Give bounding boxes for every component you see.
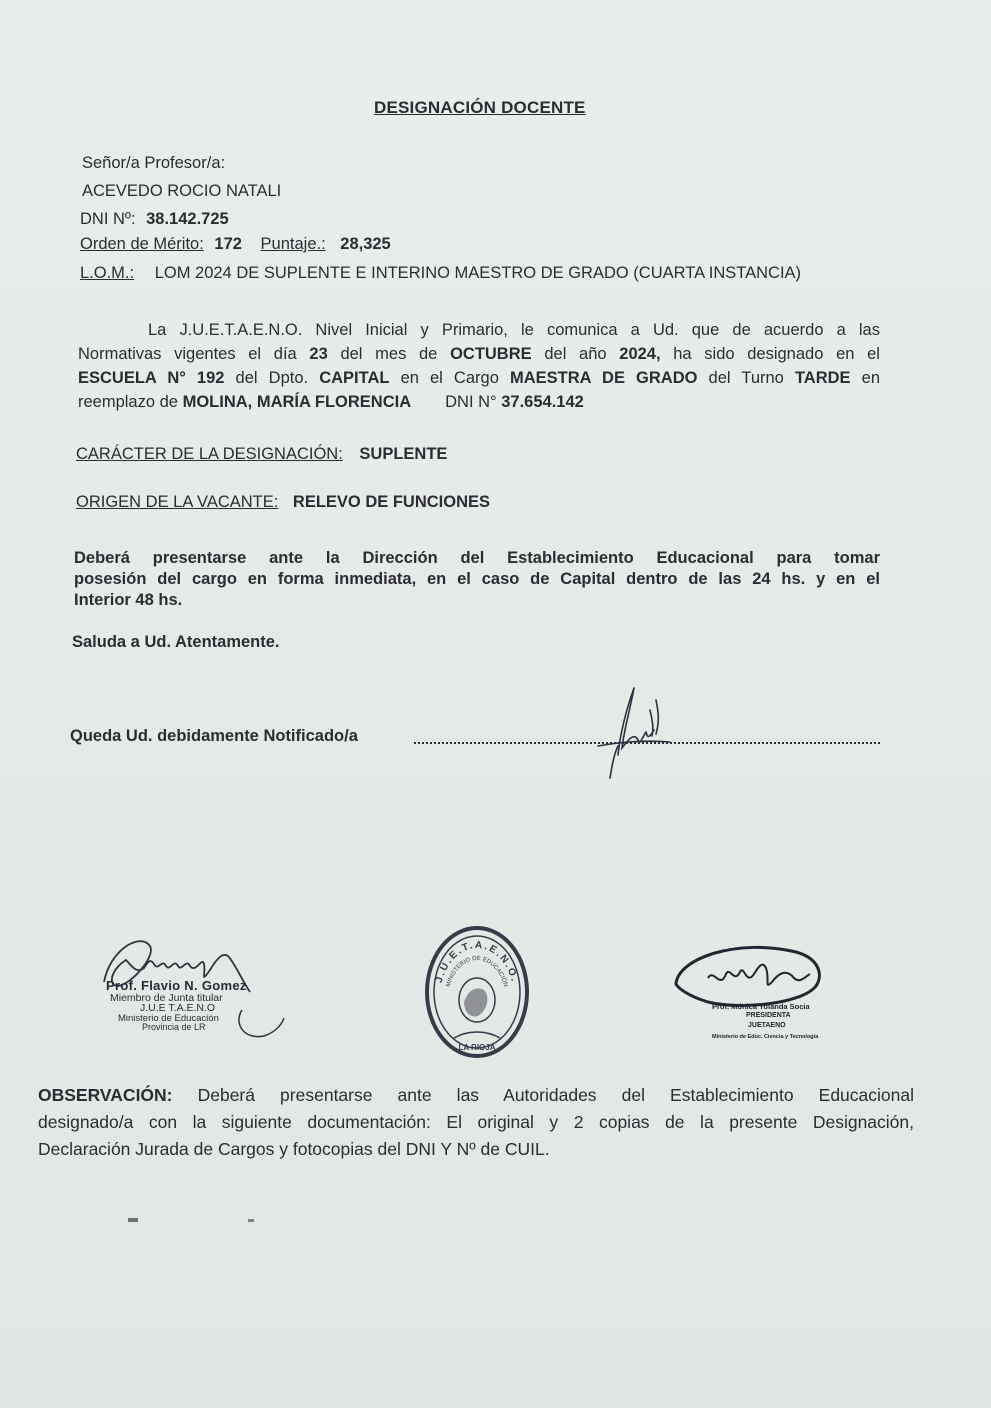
shift: TARDE bbox=[794, 369, 851, 387]
score-label: Puntaje.: bbox=[260, 235, 326, 253]
notice-line-1: Deberá presentarse ante la Dirección del Establecimiento Educacional para tomar bbox=[74, 549, 880, 567]
dni-value: 38.142.725 bbox=[146, 210, 229, 228]
right-stamp-role: PRESIDENTA bbox=[746, 1012, 791, 1019]
body-line-3: ESCUELA N° 192 del Dpto. CAPITAL en el Cargo MAESTRA DE GRADO del Turno TARDE en bbox=[78, 369, 880, 387]
left-stamp-role: Miembro de Junta titular bbox=[110, 992, 223, 1004]
notice-line-3: Interior 48 hs. bbox=[74, 591, 183, 609]
merit-row bbox=[80, 235, 391, 254]
document-title: DESIGNACIÓN DOCENTE bbox=[374, 98, 586, 117]
character-label: CARÁCTER DE LA DESIGNACIÓN: bbox=[76, 445, 343, 463]
seal-top-text: J.U.E.T.A.E.N.O. bbox=[433, 939, 521, 985]
left-stamp-province: Provincia de LR bbox=[142, 1022, 206, 1032]
institution-seal bbox=[418, 920, 536, 1064]
department: CAPITAL bbox=[319, 369, 390, 387]
origin-label: ORIGEN DE LA VACANTE: bbox=[76, 493, 279, 511]
body-line-2: Normativas vigentes el día 23 del mes de OCTUBRE del año 2024, ha sido designado en el bbox=[78, 345, 880, 363]
origin-value: RELEVO DE FUNCIONES bbox=[292, 493, 491, 511]
body-line-4: reemplazo de MOLINA, MARÍA FLORENCIA DNI N° 37.654.142 bbox=[78, 393, 584, 411]
dni-row bbox=[80, 210, 229, 229]
right-stamp-name: Prof. Mónica Yolanda Socia bbox=[712, 1002, 810, 1011]
observation-label: OBSERVACIÓN: bbox=[38, 1085, 173, 1105]
character-row bbox=[76, 445, 447, 464]
designation-year: 2024, bbox=[619, 345, 661, 363]
bleed-mark bbox=[128, 1218, 138, 1222]
left-stamp-ministry: Ministerio de Educación bbox=[118, 1013, 219, 1024]
lom-value: LOM 2024 DE SUPLENTE E INTERINO MAESTRO DE GRADO (CUARTA INSTANCIA) bbox=[154, 264, 802, 282]
observation-line-1: OBSERVACIÓN: Deberá presentarse ante las Autoridades del Establecimiento Educacional bbox=[38, 1085, 914, 1105]
lom-label: L.O.M.: bbox=[80, 264, 135, 282]
designation-day: 23 bbox=[309, 345, 328, 363]
left-stamp-name: Prof. Flavio N. Gomez bbox=[106, 978, 247, 993]
teacher-name: ACEVEDO ROCIO NATALI bbox=[82, 182, 282, 200]
seal-inner-text: MINISTERIO DE EDUCACIÓN bbox=[445, 955, 509, 988]
left-stamp-org: J.U.E T.A.E.N.O bbox=[140, 1002, 216, 1014]
salutation: Señor/a Profesor/a: bbox=[82, 154, 226, 172]
observation-line-2: designado/a con la siguiente documentación: El original y 2 copias de la presente Designación, bbox=[38, 1112, 914, 1132]
designation-body bbox=[78, 318, 880, 414]
right-stamp-org: JUETAENO bbox=[748, 1022, 786, 1029]
position: MAESTRA DE GRADO bbox=[509, 369, 698, 387]
lom-row bbox=[80, 264, 801, 283]
designation-month: OCTUBRE bbox=[450, 345, 532, 363]
observation-block bbox=[38, 1082, 914, 1163]
left-signature-stamp bbox=[92, 922, 292, 1052]
right-signature-stamp bbox=[668, 938, 828, 1048]
presentation-notice bbox=[74, 548, 880, 611]
merit-value: 172 bbox=[214, 235, 242, 253]
observation-line-3: Declaración Jurada de Cargos y fotocopias del DNI Y Nº de CUIL. bbox=[38, 1139, 550, 1159]
bleed-mark bbox=[248, 1219, 254, 1222]
right-stamp-ministry: Ministerio de Educ. Ciencia y Tecnología bbox=[712, 1034, 819, 1040]
origin-row bbox=[76, 493, 490, 512]
school-name: ESCUELA N° 192 bbox=[78, 369, 225, 387]
seal-bottom-text: LA RIOJA bbox=[458, 1043, 496, 1052]
right-signature-scribble bbox=[668, 938, 828, 1048]
replaced-name: MOLINA, MARÍA FLORENCIA bbox=[182, 393, 412, 411]
notified-label: Queda Ud. debidamente Notificado/a bbox=[70, 727, 358, 745]
greeting: Saluda a Ud. Atentamente. bbox=[72, 633, 280, 651]
merit-label: Orden de Mérito: bbox=[80, 235, 204, 253]
notice-line-2: posesión del cargo en forma inmediata, en el caso de Capital dentro de las 24 hs. y en el bbox=[74, 570, 880, 588]
character-value: SUPLENTE bbox=[359, 445, 448, 463]
score-value: 28,325 bbox=[340, 235, 391, 253]
recipient-signature bbox=[590, 680, 680, 780]
replaced-dni: 37.654.142 bbox=[501, 393, 584, 411]
dni-label: DNI Nº: bbox=[80, 210, 136, 228]
body-line-1: La J.U.E.T.A.E.N.O. Nivel Inicial y Primario, le comunica a Ud. que de acuerdo a las bbox=[148, 321, 880, 339]
